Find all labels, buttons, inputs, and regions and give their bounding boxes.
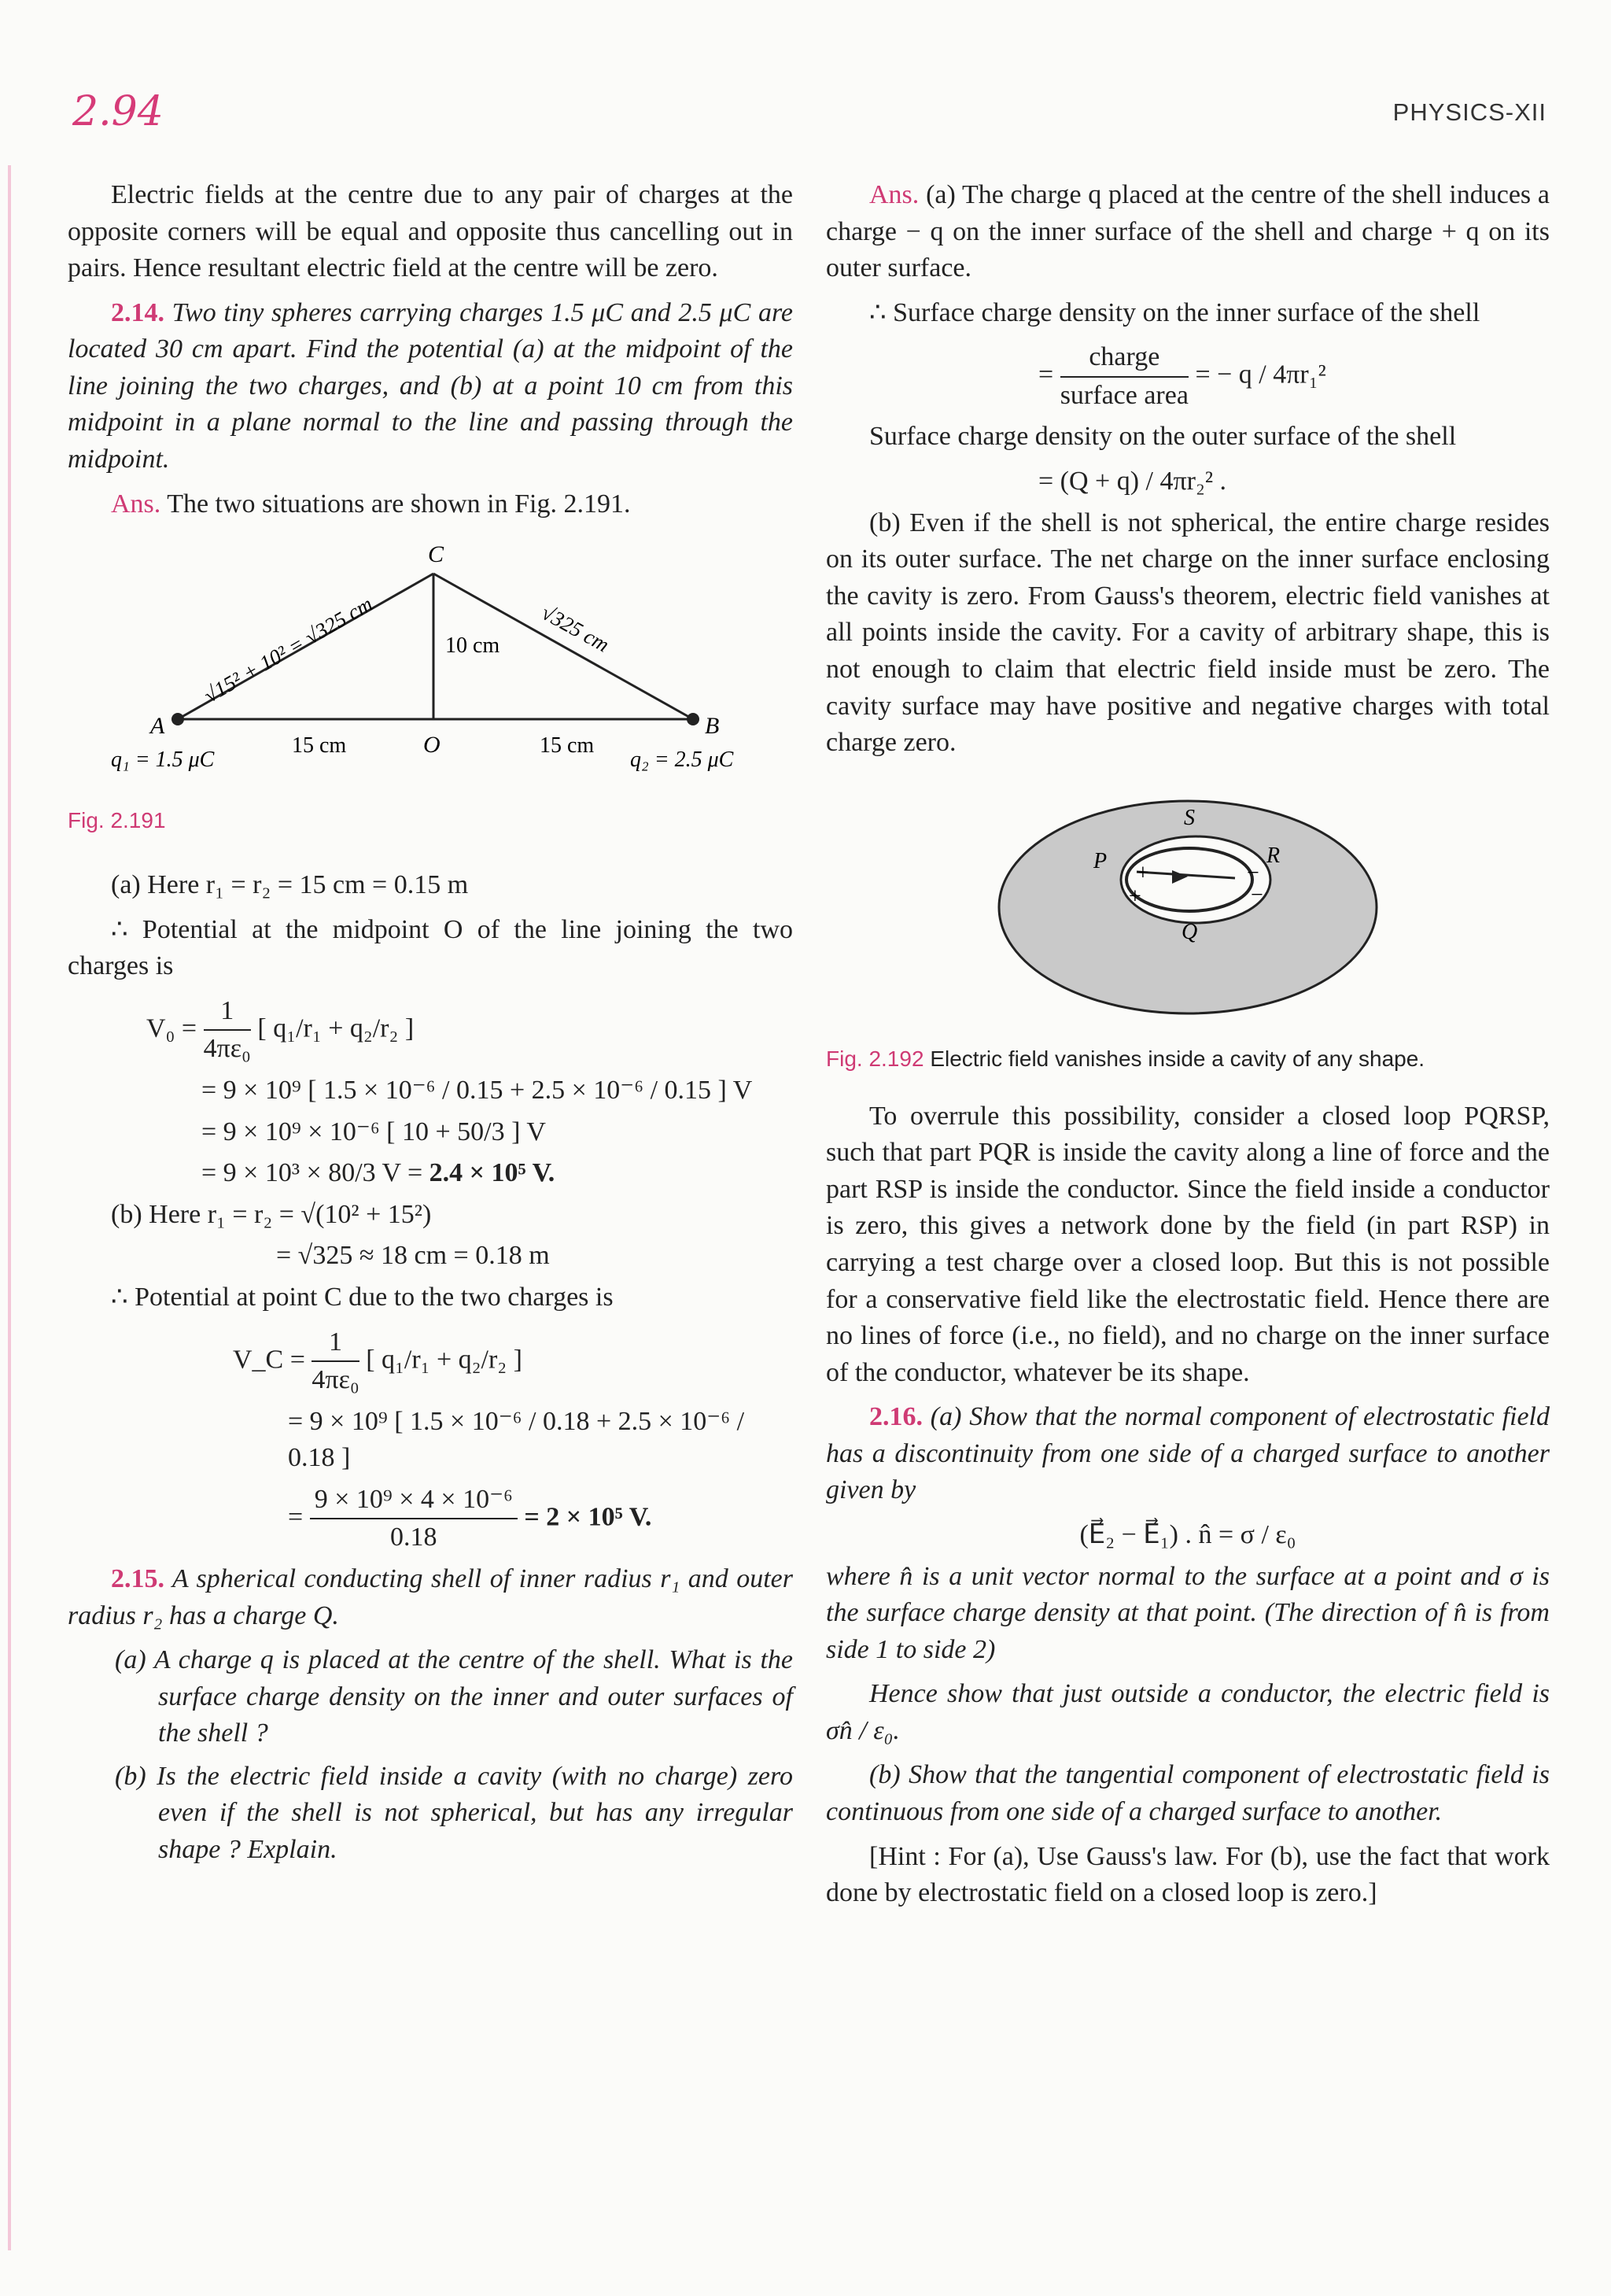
running-head: PHYSICS-XII — [1392, 98, 1546, 126]
coulomb-constant-fraction — [204, 993, 251, 1068]
part-b-statement: ∴ Potential at point C due to the two charges is — [111, 1282, 614, 1312]
frac-numerator: charge — [1060, 339, 1189, 378]
eq-rhs: = − q / 4πr₁² — [1195, 360, 1326, 389]
label-p: P — [1093, 848, 1108, 873]
charge-q2-label: q₂ = 2.5 μC — [630, 747, 734, 773]
frac-denominator: surface area — [1060, 380, 1189, 410]
q16-hence-statement: Hence show that just outside a conductor, the electric field is σn̂ / ε₀. — [826, 1679, 1550, 1745]
eq-result-prefix: = 9 × 10³ × 80/3 V = — [201, 1158, 429, 1188]
ans-label: Ans. — [111, 489, 161, 519]
eq-v0-result — [68, 1155, 793, 1192]
eq-bracket: [ q₁/r₁ + q₂/r₂ ] — [366, 1344, 522, 1374]
part-a-here: (a) Here r₁ = r₂ = 15 cm = 0.15 m — [111, 870, 469, 900]
label-a: A — [150, 713, 165, 740]
hint-paragraph: [Hint : For (a), Use Gauss's law. For (b), use the fact that work done by electrostatic field on a closed loop is zero.] — [826, 1841, 1550, 1908]
question-text: (a) Show that the normal component of electrostatic field has a discontinuity from one side of a charged surface to another given by — [826, 1402, 1550, 1505]
answer-text: (a) The charge q placed at the centre of the shell induces a charge − q on the inner surface of the shell and charge + q on its outer surface. — [826, 180, 1550, 283]
frac-numerator: 1 — [312, 1324, 359, 1363]
label-r: R — [1266, 843, 1281, 868]
fig-label: Fig. 2.192 — [826, 1046, 924, 1072]
eq-outer-density: = (Q + q) / 4πr₂² . — [1038, 467, 1227, 496]
minus-sign: − — [1247, 860, 1259, 885]
label-o: O — [423, 732, 441, 759]
left-column — [68, 177, 793, 1875]
eq-v0-simplify: = 9 × 10⁹ × 10⁻⁶ [ 10 + 50/3 ] V — [201, 1117, 546, 1146]
question-text: A spherical conducting shell of inner radius r₁ and outer radius r₂ has a charge Q. — [68, 1563, 793, 1630]
eq-v0-definition — [68, 993, 793, 1068]
q16-where-statement: where n̂ is a unit vector normal to the surface at a point and σ is the surface charge density at that point. (The direction of n̂ is from side 1 to side 2) — [826, 1561, 1550, 1664]
question-number: 2.15. — [111, 1563, 164, 1593]
part-b-here: (b) Here r₁ = r₂ = √(10² + 15²) — [111, 1199, 432, 1229]
label-s: S — [1184, 805, 1195, 830]
question-number: 2.14. — [111, 297, 164, 327]
frac-denominator: 4πε₀ — [203, 1034, 251, 1064]
intro-paragraph: Electric fields at the centre due to any pair of charges at the opposite corners will be equal and opposite thus cancelling out in pairs. Hence resultant electric field at the centre will be zero. — [68, 180, 793, 283]
overrule-paragraph: To overrule this possibility, consider a closed loop PQRSP, such that part PQR is inside the cavity along a line of force and the part RSP is inside the conductor. Since the field inside a conductor is zero, this gives a network done by the field (in part RSP) in carrying a test charge over a closed loop. But this is not possible for a conservative field like the electrostatic field. Hence there are no lines of force (i.e., no field), and no charge on the inner surface of the conductor, whatever be its shape. — [826, 1101, 1550, 1387]
fig-label: Fig. 2.191 — [68, 807, 166, 832]
part-a-statement: ∴ Potential at the midpoint O of the line joining the two charges is — [68, 914, 793, 981]
question-2-14 — [68, 295, 793, 478]
eq-lhs: V_C = — [233, 1344, 305, 1374]
question-text: Two tiny spheres carrying charges 1.5 μC and 2.5 μC are located 30 cm apart. Find the potential (a) at the midpoint of the line joining the two charges, and (b) at a point 10 cm from this midpoint in a plane normal to the line and passing through the midpoint. — [68, 297, 794, 474]
inner-density-statement: ∴ Surface charge density on the inner surface of the shell — [869, 297, 1480, 327]
right-column — [826, 177, 1550, 1920]
fig-2-192-caption — [826, 1044, 1550, 1074]
answer-2-15-a — [826, 177, 1550, 287]
height-label: 10 cm — [445, 633, 500, 659]
question-2-16 — [826, 1399, 1550, 1509]
frac-denominator: 4πε₀ — [312, 1365, 359, 1395]
charge-over-area-fraction — [1060, 339, 1189, 414]
caption-text: Electric field vanishes inside a cavity of any shape. — [930, 1046, 1425, 1072]
page-margin-stripe — [8, 165, 11, 2250]
eq-bracket: [ q₁/r₁ + q₂/r₂ ] — [257, 1013, 415, 1043]
base-right-label: 15 cm — [540, 733, 595, 759]
eq-inner-density: = $\frac{\text{charge}}{\text{surface area}}$ = − q / 4πr₁² — [826, 339, 1550, 414]
fig-2-192-cavity-diagram — [826, 770, 1550, 1029]
fig-2-191-triangle-diagram — [68, 530, 776, 790]
label-c: C — [428, 541, 444, 568]
eq-normal-discontinuity: (E⃗₂ − E⃗₁) . n̂ = σ / ε₀ — [1079, 1519, 1296, 1549]
frac-numerator: 1 — [204, 993, 251, 1032]
question-2-15 — [68, 1561, 793, 1634]
ans-label: Ans. — [869, 180, 920, 209]
coulomb-constant-fraction — [312, 1324, 359, 1399]
answer-2-14-intro — [68, 486, 793, 523]
base-left-label: 15 cm — [292, 733, 347, 759]
question-2-15-b: (b) Is the electric field inside a cavity (with no charge) zero even if the shell is not spherical, but has any irregular shape ? Explain. — [115, 1761, 793, 1865]
question-2-16-b: (b) Show that the tangential component of electrostatic field is continuous from one side of a charged surface to another. — [826, 1760, 1550, 1827]
part-b-distance: = √325 ≈ 18 cm = 0.18 m — [276, 1241, 550, 1271]
eq-v0-substitution: = 9 × 10⁹ [ 1.5 × 10⁻⁶ / 0.15 + 2.5 × 10⁻⁶ / 0.15 ] V — [201, 1076, 753, 1106]
eq-vc-fraction — [310, 1482, 518, 1556]
eq-result-value: 2.4 × 10⁵ V. — [429, 1158, 555, 1188]
eq-lhs: V₀ = — [146, 1013, 197, 1043]
question-number: 2.16. — [869, 1402, 923, 1432]
frac-numerator: 9 × 10⁹ × 4 × 10⁻⁶ — [310, 1482, 518, 1520]
label-q: Q — [1182, 919, 1198, 944]
eq-vc-result: = $\frac{\text{9 × 10⁹ × 4 × 10⁻⁶}}{0.18}$ = 2 × 10⁵ V. — [68, 1482, 793, 1556]
outer-density-statement: Surface charge density on the outer surface of the shell — [869, 422, 1457, 452]
eq-vc-substitution: = 9 × 10⁹ [ 1.5 × 10⁻⁶ / 0.18 + 2.5 × 10⁻⁶ / 0.18 ] — [288, 1406, 745, 1473]
charge-q1-label: q₁ = 1.5 μC — [111, 747, 215, 773]
answer-2-15-b: (b) Even if the shell is not spherical, the entire charge resides on its outer surface. The net charge on the inner surface enclosing the cavity is zero. From Gauss's theorem, electric field vanishes at all points inside the cavity. For a cavity of arbitrary shape, this is not enough to claim that electric field inside must be zero. The cavity surface may have positive and negative charges with total charge zero. — [826, 508, 1550, 758]
plus-sign: + — [1137, 860, 1149, 885]
left-side-label: √15² + 10² = √325 cm — [200, 592, 377, 708]
plus-sign: + — [1129, 884, 1141, 909]
eq-result-value: = 2 × 10⁵ V. — [524, 1502, 652, 1532]
eq-vc-definition — [68, 1324, 793, 1399]
frac-denominator: 0.18 — [390, 1523, 437, 1552]
minus-sign: − — [1251, 882, 1263, 907]
page-number: 2.94 — [72, 88, 164, 135]
fig-2-191-caption — [68, 806, 793, 836]
question-2-15-a: (a) A charge q is placed at the centre of the shell. What is the surface charge density on the inner and outer surfaces of the shell ? — [115, 1645, 793, 1748]
label-b: B — [705, 713, 720, 740]
right-side-label: √325 cm — [537, 600, 614, 657]
answer-text: The two situations are shown in Fig. 2.191. — [167, 489, 631, 519]
